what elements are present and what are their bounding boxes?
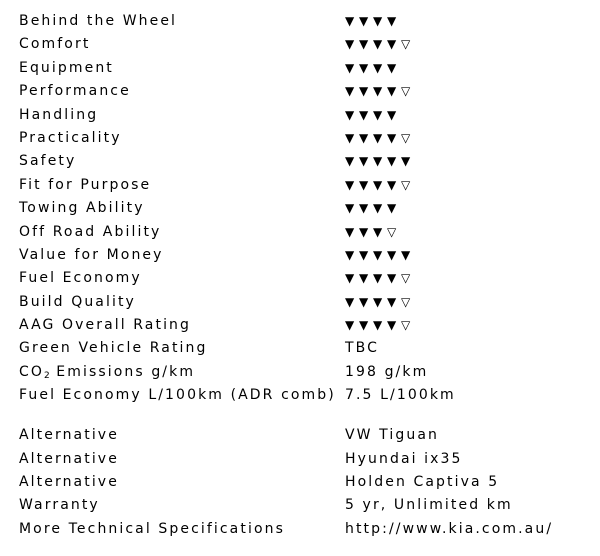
filled-star-icon: ▼ bbox=[373, 37, 384, 52]
rating-stars bbox=[345, 244, 415, 263]
filled-star-icon: ▼ bbox=[401, 154, 412, 169]
filled-star-icon: ▼ bbox=[359, 224, 370, 239]
spec-value: VW Tiguan bbox=[345, 427, 439, 444]
rating-label: Towing Ability bbox=[19, 200, 145, 217]
rating-row bbox=[19, 291, 589, 314]
filled-star-icon: ▼ bbox=[345, 37, 356, 52]
filled-star-icon: ▼ bbox=[345, 60, 356, 75]
filled-star-icon: ▼ bbox=[373, 107, 384, 122]
filled-star-icon: ▼ bbox=[401, 247, 412, 262]
filled-star-icon: ▼ bbox=[373, 154, 384, 169]
rating-label: Build Quality bbox=[19, 293, 136, 310]
filled-star-icon: ▼ bbox=[345, 177, 356, 192]
rating-row bbox=[19, 10, 589, 33]
spec-label-co2 bbox=[19, 361, 345, 384]
rating-stars bbox=[345, 10, 401, 29]
spec-value: Holden Captiva 5 bbox=[345, 474, 500, 491]
rating-row bbox=[19, 314, 589, 337]
rating-stars bbox=[345, 80, 415, 99]
filled-star-icon: ▼ bbox=[345, 84, 356, 99]
rating-rows bbox=[19, 10, 589, 337]
filled-star-icon: ▼ bbox=[359, 201, 370, 216]
empty-star-icon: ▽ bbox=[401, 177, 412, 192]
rating-row bbox=[19, 267, 589, 290]
filled-star-icon: ▼ bbox=[373, 224, 384, 239]
empty-star-icon: ▽ bbox=[401, 318, 412, 333]
co2-suffix: Emissions g/km bbox=[49, 363, 196, 380]
spec-label: Green Vehicle Rating bbox=[19, 340, 208, 357]
filled-star-icon: ▼ bbox=[387, 201, 398, 216]
rating-label: Comfort bbox=[19, 36, 91, 53]
filled-star-icon: ▼ bbox=[387, 271, 398, 286]
filled-star-icon: ▼ bbox=[373, 60, 384, 75]
filled-star-icon: ▼ bbox=[345, 14, 356, 28]
filled-star-icon: ▼ bbox=[373, 14, 384, 28]
spec-label: More Technical Specifications bbox=[19, 520, 285, 537]
filled-star-icon: ▼ bbox=[359, 14, 370, 28]
spec-value: TBC bbox=[345, 340, 379, 357]
rating-row bbox=[19, 127, 589, 150]
filled-star-icon: ▼ bbox=[359, 154, 370, 169]
rating-row bbox=[19, 33, 589, 56]
spec-row-alternative bbox=[19, 424, 589, 447]
rating-row bbox=[19, 57, 589, 80]
spec-row-fuel-economy bbox=[19, 384, 589, 424]
rating-label: Off Road Ability bbox=[19, 223, 162, 240]
filled-star-icon: ▼ bbox=[373, 247, 384, 262]
spec-label: Alternative bbox=[19, 450, 119, 467]
rating-label: Value for Money bbox=[19, 246, 164, 263]
filled-star-icon: ▼ bbox=[387, 154, 398, 169]
rating-stars bbox=[345, 104, 401, 123]
filled-star-icon: ▼ bbox=[345, 294, 356, 309]
filled-star-icon: ▼ bbox=[373, 318, 384, 333]
empty-star-icon: ▽ bbox=[401, 37, 412, 52]
filled-star-icon: ▼ bbox=[359, 84, 370, 99]
filled-star-icon: ▼ bbox=[387, 37, 398, 52]
filled-star-icon: ▼ bbox=[359, 130, 370, 145]
filled-star-icon: ▼ bbox=[373, 201, 384, 216]
rating-label: Fit for Purpose bbox=[19, 176, 152, 193]
filled-star-icon: ▼ bbox=[387, 60, 398, 75]
rating-row bbox=[19, 197, 589, 220]
filled-star-icon: ▼ bbox=[387, 318, 398, 333]
rating-stars bbox=[345, 221, 401, 240]
filled-star-icon: ▼ bbox=[373, 271, 384, 286]
rating-label: AAG Overall Rating bbox=[19, 317, 192, 334]
filled-star-icon: ▼ bbox=[359, 107, 370, 122]
filled-star-icon: ▼ bbox=[387, 14, 398, 28]
filled-star-icon: ▼ bbox=[359, 271, 370, 286]
rating-stars bbox=[345, 197, 401, 216]
empty-star-icon: ▽ bbox=[401, 271, 412, 286]
spec-row-alternative bbox=[19, 448, 589, 471]
rating-stars bbox=[345, 33, 415, 52]
filled-star-icon: ▼ bbox=[345, 224, 356, 239]
rating-label: Equipment bbox=[19, 59, 114, 76]
spec-label: Alternative bbox=[19, 427, 119, 444]
filled-star-icon: ▼ bbox=[373, 177, 384, 192]
filled-star-icon: ▼ bbox=[359, 60, 370, 75]
filled-star-icon: ▼ bbox=[345, 107, 356, 122]
rating-label: Handling bbox=[19, 106, 99, 123]
rating-label: Safety bbox=[19, 153, 77, 170]
empty-star-icon: ▽ bbox=[387, 224, 398, 239]
co2-subscript: 2 bbox=[44, 370, 50, 381]
rating-row bbox=[19, 174, 589, 197]
filled-star-icon: ▼ bbox=[387, 130, 398, 145]
filled-star-icon: ▼ bbox=[345, 130, 356, 145]
filled-star-icon: ▼ bbox=[387, 177, 398, 192]
rating-row bbox=[19, 150, 589, 173]
rating-row bbox=[19, 80, 589, 103]
rating-stars bbox=[345, 150, 415, 169]
filled-star-icon: ▼ bbox=[387, 84, 398, 99]
ratings-table bbox=[19, 10, 589, 541]
spec-row-alternative bbox=[19, 471, 589, 494]
rating-label: Behind the Wheel bbox=[19, 13, 178, 29]
filled-star-icon: ▼ bbox=[345, 271, 356, 286]
rating-row bbox=[19, 244, 589, 267]
rating-stars bbox=[345, 174, 415, 193]
spec-value: 7.5 L/100km bbox=[345, 387, 456, 404]
spec-row-more-specs bbox=[19, 518, 589, 541]
filled-star-icon: ▼ bbox=[373, 130, 384, 145]
spec-value: Hyundai ix35 bbox=[345, 450, 463, 467]
rating-row bbox=[19, 221, 589, 244]
manufacturer-link[interactable]: http://www.kia.com.au/ bbox=[345, 520, 554, 537]
rating-label: Performance bbox=[19, 83, 131, 100]
rating-stars bbox=[345, 127, 415, 146]
filled-star-icon: ▼ bbox=[359, 294, 370, 309]
filled-star-icon: ▼ bbox=[373, 294, 384, 309]
filled-star-icon: ▼ bbox=[387, 107, 398, 122]
empty-star-icon: ▽ bbox=[401, 130, 412, 145]
filled-star-icon: ▼ bbox=[345, 154, 356, 169]
spec-row-warranty bbox=[19, 494, 589, 517]
co2-prefix: CO bbox=[19, 363, 44, 380]
spec-label: Alternative bbox=[19, 474, 119, 491]
filled-star-icon: ▼ bbox=[345, 247, 356, 262]
rating-label: Practicality bbox=[19, 129, 122, 146]
filled-star-icon: ▼ bbox=[359, 247, 370, 262]
filled-star-icon: ▼ bbox=[359, 37, 370, 52]
filled-star-icon: ▼ bbox=[387, 294, 398, 309]
filled-star-icon: ▼ bbox=[345, 201, 356, 216]
rating-stars bbox=[345, 267, 415, 286]
spec-label: Fuel Economy L/100km (ADR comb) bbox=[19, 387, 336, 404]
empty-star-icon: ▽ bbox=[401, 294, 412, 309]
filled-star-icon: ▼ bbox=[373, 84, 384, 99]
spec-value: 198 g/km bbox=[345, 363, 429, 380]
empty-star-icon: ▽ bbox=[401, 84, 412, 99]
rating-stars bbox=[345, 314, 415, 333]
filled-star-icon: ▼ bbox=[345, 318, 356, 333]
rating-label: Fuel Economy bbox=[19, 270, 142, 287]
rating-stars bbox=[345, 291, 415, 310]
filled-star-icon: ▼ bbox=[359, 318, 370, 333]
rating-stars bbox=[345, 57, 401, 76]
spec-row-co2 bbox=[19, 361, 589, 384]
filled-star-icon: ▼ bbox=[387, 247, 398, 262]
spec-row-green-vehicle bbox=[19, 337, 589, 360]
spec-value: 5 yr, Unlimited km bbox=[345, 497, 513, 514]
filled-star-icon: ▼ bbox=[359, 177, 370, 192]
rating-row bbox=[19, 104, 589, 127]
spec-label: Warranty bbox=[19, 497, 100, 514]
